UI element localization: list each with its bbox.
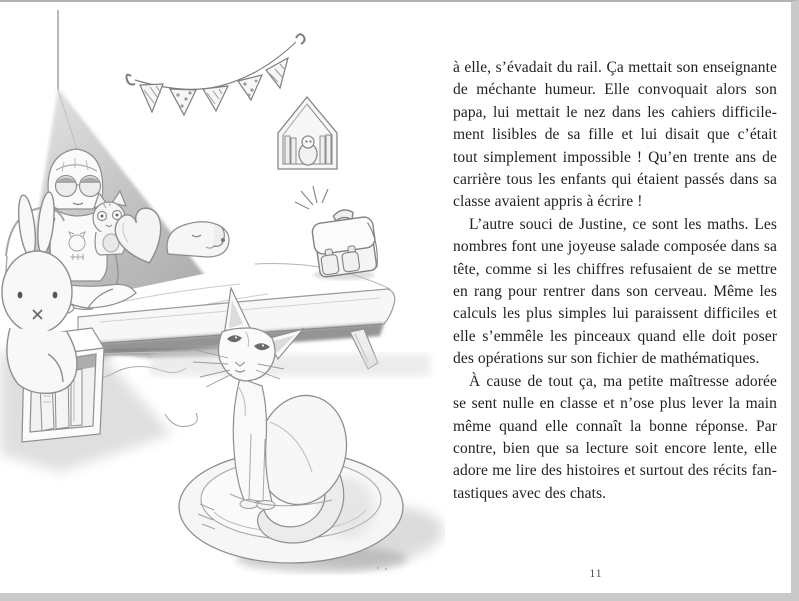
- sparkle-lines: [295, 186, 328, 209]
- bunting-flags: [127, 34, 305, 115]
- text-line: papa, lui mettait le nez dans les cahiers difficile-: [453, 103, 777, 121]
- story-text: [453, 57, 777, 505]
- text-line: ment lisibles de sa fille et lui disait que c’était: [453, 126, 777, 144]
- sleeping-dog-plush: [167, 222, 229, 257]
- text-line: tout simplement impossible ! Qu’en trente ans de: [453, 148, 777, 166]
- text-line: tête, comme si les chiffres refusaient de se mettre: [453, 260, 777, 278]
- bird-figurine: [299, 136, 317, 165]
- text-line: adore me lire des histoires et surtout des récits fan-: [453, 462, 777, 480]
- page-number: 11: [589, 568, 603, 580]
- text-line: À cause de tout ça, ma petite maîtresse adorée: [469, 372, 777, 390]
- text-line: elle s’emmêle les pinceaux quand elle doit poser: [453, 327, 777, 345]
- text-line: se sent nulle en classe et n’ose plus lever la main: [453, 395, 777, 413]
- text-line: tastiques avec des chats.: [453, 484, 607, 502]
- text-line: des opérations sur son fichier de mathématiques.: [453, 350, 760, 368]
- text-line: en rang pour rentrer dans son cerveau. Même les: [453, 283, 777, 301]
- cat-body: [233, 378, 272, 502]
- house-shelf-with-bird: [278, 97, 337, 169]
- right-page: [400, 2, 791, 593]
- text-line: carrière tous les enfants qui étaient passés dans sa: [453, 171, 777, 189]
- text-line: de méchante humeur. Elle convoquait alors son: [453, 81, 777, 99]
- text-line: à elle, s’évadait du rail. Ça mettait son enseignante: [453, 59, 777, 76]
- text-line: L’autre souci de Justine, ce sont les maths. Les: [469, 215, 777, 233]
- paragraph: [453, 214, 777, 371]
- text-line: calculs les plus simples lui paraissent difficiles et: [453, 305, 777, 323]
- bedroom-illustration: [0, 2, 445, 591]
- paragraph: [453, 57, 777, 214]
- text-line: nombres font une joyeuse salade composée dans sa: [453, 238, 777, 256]
- text-line: classe avaient appris à écrire !: [453, 193, 643, 211]
- text-line: même quand elle connaît la bonne réponse. Par: [453, 417, 777, 435]
- text-line: contre, bien que sa lecture soit encore lente, elle: [453, 439, 777, 457]
- left-page: [0, 2, 445, 591]
- paragraph: [453, 371, 777, 505]
